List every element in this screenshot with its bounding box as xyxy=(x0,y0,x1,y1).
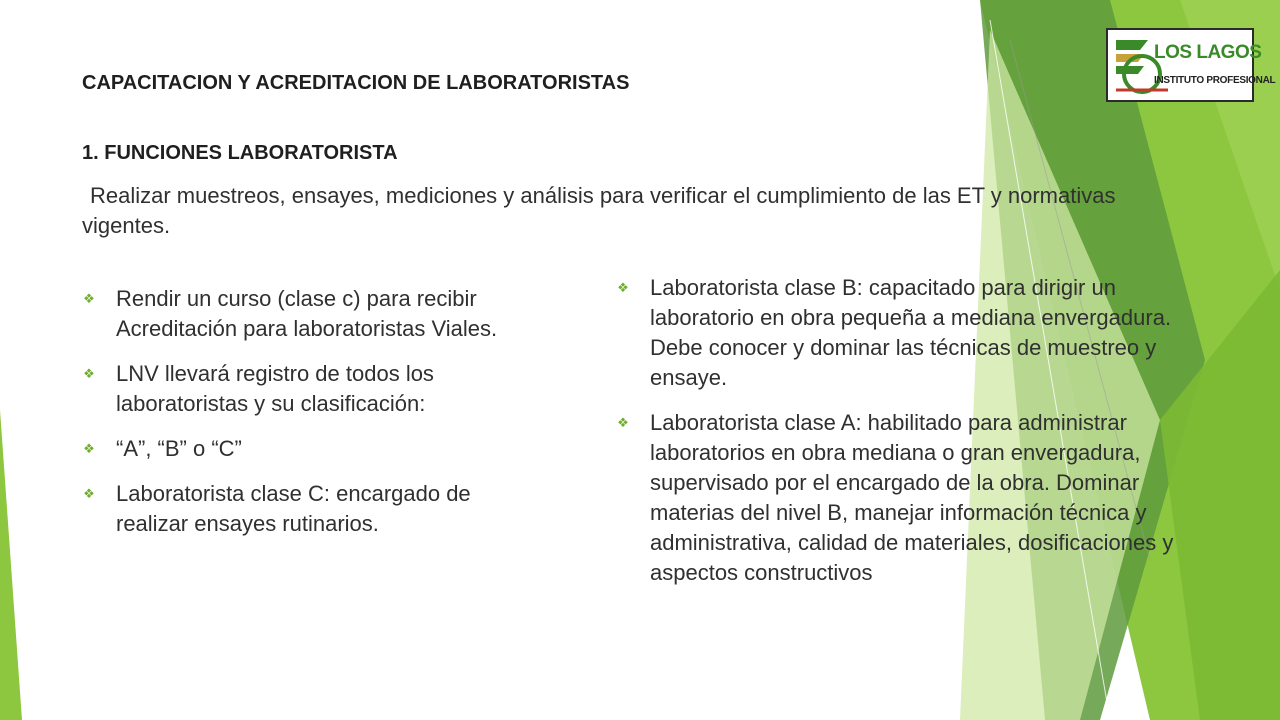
section-heading: 1. FUNCIONES LABORATORISTA xyxy=(82,142,398,164)
diamond-bullet-icon: ❖ xyxy=(83,366,95,381)
bullet-text: LNV llevará registro de todos los laboratoristas y su clasificación: xyxy=(116,361,434,416)
logo-name: LOS LAGOS xyxy=(1154,42,1262,63)
left-edge-accent xyxy=(0,410,22,720)
diamond-bullet-icon: ❖ xyxy=(617,280,629,295)
bullet-text: Laboratorista clase B: capacitado para dirigir un laboratorio en obra pequeña a mediana envergadura. Debe conocer y dominar las técnicas de muestreo y ensaye. xyxy=(650,275,1172,390)
diamond-bullet-icon: ❖ xyxy=(83,441,95,456)
intro-text: Realizar muestreos, ensayes, mediciones y análisis para verificar el cumplimiento de las ET y normativas vigentes. xyxy=(82,183,1116,238)
bullet-text: Laboratorista clase A: habilitado para administrar laboratorios en obra mediana o gran envergadura, supervisado por el encargado de la obra. Dominar materias del nivel B, manejar información técnica y administrativa, calidad de materiales, dosificaciones y aspectos constructivos xyxy=(650,410,1174,585)
diamond-bullet-icon: ❖ xyxy=(83,291,95,306)
diamond-bullet-icon: ❖ xyxy=(617,415,629,430)
list-item xyxy=(82,284,502,344)
logo-subtitle: INSTITUTO PROFESIONAL xyxy=(1154,75,1276,86)
bullet-text: Rendir un curso (clase c) para recibir Acreditación para laboratoristas Viales. xyxy=(116,286,498,341)
los-lagos-logo xyxy=(1106,28,1276,102)
list-item xyxy=(616,273,1186,393)
bullet-text: “A”, “B” o “C” xyxy=(116,436,242,461)
list-item xyxy=(616,408,1186,588)
slide-title: CAPACITACION Y ACREDITACION DE LABORATORISTAS xyxy=(82,72,630,94)
list-item xyxy=(82,434,502,464)
bullet-text: Laboratorista clase C: encargado de realizar ensayes rutinarios. xyxy=(116,481,471,536)
diamond-bullet-icon: ❖ xyxy=(83,486,95,501)
left-bullet-list xyxy=(82,284,502,554)
list-item xyxy=(82,359,502,419)
right-bullet-list xyxy=(616,273,1186,603)
list-item xyxy=(82,479,502,539)
